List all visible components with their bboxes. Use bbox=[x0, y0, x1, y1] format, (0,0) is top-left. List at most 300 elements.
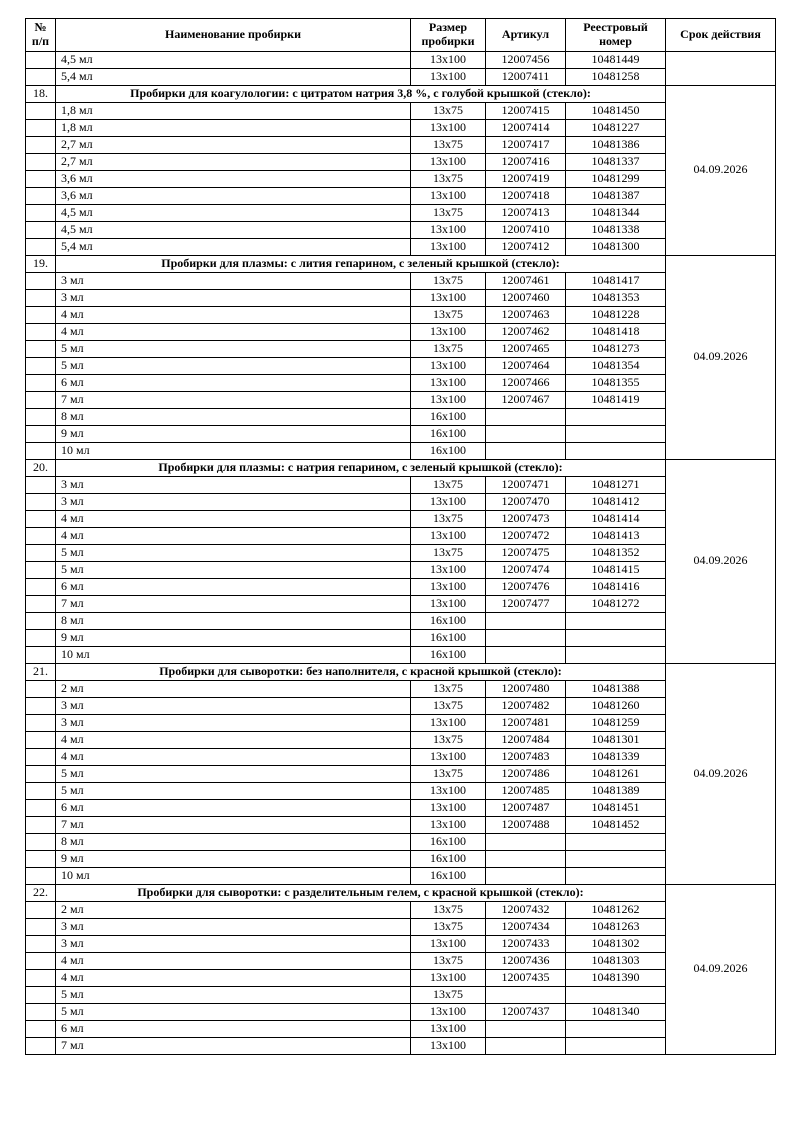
registry-cell: 10481227 bbox=[566, 119, 666, 136]
table-row bbox=[26, 51, 776, 68]
tube-name-cell: 4 мл bbox=[56, 323, 411, 340]
row-index-cell bbox=[26, 289, 56, 306]
registry-cell: 10481337 bbox=[566, 153, 666, 170]
article-cell: 12007417 bbox=[486, 136, 566, 153]
article-cell bbox=[486, 986, 566, 1003]
article-cell: 12007411 bbox=[486, 68, 566, 85]
tube-size-cell: 13x100 bbox=[411, 748, 486, 765]
tube-size-cell: 16x100 bbox=[411, 850, 486, 867]
row-index-cell bbox=[26, 646, 56, 663]
table-row bbox=[26, 629, 776, 646]
article-cell: 12007434 bbox=[486, 918, 566, 935]
article-cell: 12007467 bbox=[486, 391, 566, 408]
tube-size-cell: 13x100 bbox=[411, 1037, 486, 1054]
tube-name-cell: 7 мл bbox=[56, 595, 411, 612]
article-cell: 12007466 bbox=[486, 374, 566, 391]
tube-name-cell: 3 мл bbox=[56, 697, 411, 714]
table-row bbox=[26, 918, 776, 935]
table-row bbox=[26, 1037, 776, 1054]
article-cell bbox=[486, 408, 566, 425]
tube-name-cell: 10 мл bbox=[56, 442, 411, 459]
table-row bbox=[26, 799, 776, 816]
table-row bbox=[26, 408, 776, 425]
tube-name-cell: 5 мл bbox=[56, 765, 411, 782]
registry-cell: 10481263 bbox=[566, 918, 666, 935]
tube-name-cell: 1,8 мл bbox=[56, 119, 411, 136]
tubes-table bbox=[25, 18, 776, 1055]
article-cell bbox=[486, 425, 566, 442]
row-index-cell bbox=[26, 578, 56, 595]
tube-size-cell: 13x100 bbox=[411, 153, 486, 170]
article-cell: 12007456 bbox=[486, 51, 566, 68]
registry-cell bbox=[566, 629, 666, 646]
row-index-cell bbox=[26, 408, 56, 425]
tube-size-cell: 13x100 bbox=[411, 68, 486, 85]
row-index-cell bbox=[26, 782, 56, 799]
row-index-cell bbox=[26, 357, 56, 374]
row-index-cell bbox=[26, 1003, 56, 1020]
row-index-cell bbox=[26, 119, 56, 136]
article-cell bbox=[486, 1037, 566, 1054]
tube-name-cell: 2 мл bbox=[56, 901, 411, 918]
article-cell: 12007460 bbox=[486, 289, 566, 306]
table-row bbox=[26, 952, 776, 969]
row-index-cell bbox=[26, 136, 56, 153]
tube-name-cell: 4,5 мл bbox=[56, 204, 411, 221]
registry-cell bbox=[566, 867, 666, 884]
registry-cell bbox=[566, 850, 666, 867]
article-cell: 12007436 bbox=[486, 952, 566, 969]
tube-size-cell: 13x100 bbox=[411, 782, 486, 799]
tube-name-cell: 7 мл bbox=[56, 391, 411, 408]
section-number-cell: 22. bbox=[26, 884, 56, 901]
registry-cell: 10481419 bbox=[566, 391, 666, 408]
article-cell: 12007474 bbox=[486, 561, 566, 578]
tube-name-cell: 9 мл bbox=[56, 629, 411, 646]
row-index-cell bbox=[26, 476, 56, 493]
table-row bbox=[26, 221, 776, 238]
tube-size-cell: 13x100 bbox=[411, 935, 486, 952]
table-row bbox=[26, 969, 776, 986]
article-cell bbox=[486, 612, 566, 629]
tube-size-cell: 13x75 bbox=[411, 765, 486, 782]
registry-cell: 10481415 bbox=[566, 561, 666, 578]
registry-cell bbox=[566, 442, 666, 459]
row-index-cell bbox=[26, 68, 56, 85]
row-index-cell bbox=[26, 510, 56, 527]
table-row bbox=[26, 697, 776, 714]
tube-name-cell: 3 мл bbox=[56, 272, 411, 289]
tube-size-cell: 13x75 bbox=[411, 918, 486, 935]
row-index-cell bbox=[26, 629, 56, 646]
registry-cell: 10481259 bbox=[566, 714, 666, 731]
tube-size-cell: 13x75 bbox=[411, 340, 486, 357]
col-header-validity: Срок действия bbox=[666, 19, 776, 52]
row-index-cell bbox=[26, 986, 56, 1003]
tube-name-cell: 3 мл bbox=[56, 289, 411, 306]
table-row bbox=[26, 850, 776, 867]
tube-size-cell: 13x75 bbox=[411, 476, 486, 493]
tube-size-cell: 13x75 bbox=[411, 731, 486, 748]
tube-size-cell: 16x100 bbox=[411, 867, 486, 884]
table-row bbox=[26, 782, 776, 799]
registry-cell bbox=[566, 425, 666, 442]
tube-name-cell: 6 мл bbox=[56, 374, 411, 391]
table-row bbox=[26, 646, 776, 663]
tube-name-cell: 3,6 мл bbox=[56, 170, 411, 187]
registry-cell bbox=[566, 986, 666, 1003]
registry-cell: 10481354 bbox=[566, 357, 666, 374]
article-cell: 12007414 bbox=[486, 119, 566, 136]
tube-size-cell: 16x100 bbox=[411, 442, 486, 459]
tube-name-cell: 3 мл bbox=[56, 918, 411, 935]
table-row bbox=[26, 391, 776, 408]
tube-size-cell: 13x100 bbox=[411, 187, 486, 204]
registry-cell: 10481386 bbox=[566, 136, 666, 153]
validity-cell: 04.09.2026 bbox=[666, 255, 776, 459]
col-header-name: Наименование пробирки bbox=[56, 19, 411, 52]
registry-cell: 10481303 bbox=[566, 952, 666, 969]
section-title-cell: Пробирки для плазмы: с лития гепарином, с зеленый крышкой (стекло): bbox=[56, 255, 666, 272]
tube-size-cell: 13x100 bbox=[411, 357, 486, 374]
article-cell bbox=[486, 867, 566, 884]
registry-cell: 10481338 bbox=[566, 221, 666, 238]
row-index-cell bbox=[26, 901, 56, 918]
validity-cell: 04.09.2026 bbox=[666, 459, 776, 663]
registry-cell: 10481416 bbox=[566, 578, 666, 595]
tube-name-cell: 6 мл bbox=[56, 799, 411, 816]
table-row bbox=[26, 765, 776, 782]
table-row bbox=[26, 204, 776, 221]
registry-cell: 10481228 bbox=[566, 306, 666, 323]
table-row bbox=[26, 935, 776, 952]
article-cell bbox=[486, 629, 566, 646]
table-row bbox=[26, 527, 776, 544]
article-cell: 12007435 bbox=[486, 969, 566, 986]
row-index-cell bbox=[26, 425, 56, 442]
tube-name-cell: 2,7 мл bbox=[56, 153, 411, 170]
row-index-cell bbox=[26, 187, 56, 204]
table-row bbox=[26, 238, 776, 255]
tube-name-cell: 3 мл bbox=[56, 935, 411, 952]
tube-name-cell: 5 мл bbox=[56, 782, 411, 799]
tube-name-cell: 4 мл bbox=[56, 306, 411, 323]
tube-size-cell: 13x75 bbox=[411, 544, 486, 561]
row-index-cell bbox=[26, 935, 56, 952]
tube-name-cell: 10 мл bbox=[56, 867, 411, 884]
tube-name-cell: 6 мл bbox=[56, 1020, 411, 1037]
table-row bbox=[26, 306, 776, 323]
tube-name-cell: 2 мл bbox=[56, 680, 411, 697]
tube-name-cell: 5 мл bbox=[56, 340, 411, 357]
registry-cell: 10481271 bbox=[566, 476, 666, 493]
article-cell: 12007475 bbox=[486, 544, 566, 561]
article-cell: 12007486 bbox=[486, 765, 566, 782]
table-header-row bbox=[26, 19, 776, 52]
tube-name-cell: 3 мл bbox=[56, 493, 411, 510]
table-row bbox=[26, 476, 776, 493]
row-index-cell bbox=[26, 731, 56, 748]
row-index-cell bbox=[26, 153, 56, 170]
table-row bbox=[26, 102, 776, 119]
row-index-cell bbox=[26, 1020, 56, 1037]
article-cell: 12007473 bbox=[486, 510, 566, 527]
article-cell: 12007416 bbox=[486, 153, 566, 170]
article-cell: 12007413 bbox=[486, 204, 566, 221]
registry-cell: 10481272 bbox=[566, 595, 666, 612]
row-index-cell bbox=[26, 527, 56, 544]
registry-cell bbox=[566, 833, 666, 850]
registry-cell bbox=[566, 408, 666, 425]
row-index-cell bbox=[26, 204, 56, 221]
table-row bbox=[26, 170, 776, 187]
table-row bbox=[26, 425, 776, 442]
table-row bbox=[26, 272, 776, 289]
article-cell: 12007418 bbox=[486, 187, 566, 204]
registry-cell: 10481412 bbox=[566, 493, 666, 510]
registry-cell bbox=[566, 1037, 666, 1054]
article-cell: 12007462 bbox=[486, 323, 566, 340]
validity-cell: 04.09.2026 bbox=[666, 884, 776, 1054]
tube-size-cell: 13x100 bbox=[411, 289, 486, 306]
section-title-cell: Пробирки для сыворотки: с разделительным гелем, с красной крышкой (стекло): bbox=[56, 884, 666, 901]
table-row bbox=[26, 748, 776, 765]
table-row bbox=[26, 833, 776, 850]
tube-size-cell: 13x100 bbox=[411, 527, 486, 544]
table-row bbox=[26, 119, 776, 136]
tube-size-cell: 16x100 bbox=[411, 612, 486, 629]
table-row bbox=[26, 544, 776, 561]
article-cell: 12007415 bbox=[486, 102, 566, 119]
tube-size-cell: 16x100 bbox=[411, 408, 486, 425]
row-index-cell bbox=[26, 850, 56, 867]
table-row bbox=[26, 595, 776, 612]
registry-cell: 10481387 bbox=[566, 187, 666, 204]
section-header-row bbox=[26, 884, 776, 901]
section-number-cell: 21. bbox=[26, 663, 56, 680]
registry-cell: 10481299 bbox=[566, 170, 666, 187]
article-cell: 12007485 bbox=[486, 782, 566, 799]
registry-cell bbox=[566, 612, 666, 629]
tube-size-cell: 13x75 bbox=[411, 901, 486, 918]
tube-size-cell: 13x100 bbox=[411, 51, 486, 68]
table-row bbox=[26, 340, 776, 357]
table-body bbox=[26, 51, 776, 1054]
article-cell: 12007463 bbox=[486, 306, 566, 323]
article-cell: 12007461 bbox=[486, 272, 566, 289]
registry-cell: 10481301 bbox=[566, 731, 666, 748]
article-cell: 12007412 bbox=[486, 238, 566, 255]
table-row bbox=[26, 289, 776, 306]
registry-cell: 10481450 bbox=[566, 102, 666, 119]
registry-cell: 10481260 bbox=[566, 697, 666, 714]
table-row bbox=[26, 374, 776, 391]
col-header-size: Размер пробирки bbox=[411, 19, 486, 52]
article-cell: 12007464 bbox=[486, 357, 566, 374]
article-cell: 12007484 bbox=[486, 731, 566, 748]
validity-cell bbox=[666, 51, 776, 85]
tube-name-cell: 6 мл bbox=[56, 578, 411, 595]
registry-cell: 10481340 bbox=[566, 1003, 666, 1020]
section-title-cell: Пробирки для сыворотки: без наполнителя, с красной крышкой (стекло): bbox=[56, 663, 666, 680]
registry-cell: 10481302 bbox=[566, 935, 666, 952]
tube-name-cell: 5 мл bbox=[56, 986, 411, 1003]
tube-size-cell: 13x75 bbox=[411, 170, 486, 187]
tube-name-cell: 4 мл bbox=[56, 748, 411, 765]
table-row bbox=[26, 561, 776, 578]
tube-name-cell: 9 мл bbox=[56, 850, 411, 867]
registry-cell: 10481451 bbox=[566, 799, 666, 816]
article-cell bbox=[486, 646, 566, 663]
row-index-cell bbox=[26, 680, 56, 697]
article-cell: 12007465 bbox=[486, 340, 566, 357]
section-header-row bbox=[26, 663, 776, 680]
article-cell bbox=[486, 833, 566, 850]
row-index-cell bbox=[26, 544, 56, 561]
section-header-row bbox=[26, 85, 776, 102]
tube-size-cell: 13x100 bbox=[411, 561, 486, 578]
row-index-cell bbox=[26, 238, 56, 255]
tube-name-cell: 8 мл bbox=[56, 833, 411, 850]
tube-name-cell: 4 мл bbox=[56, 510, 411, 527]
registry-cell: 10481300 bbox=[566, 238, 666, 255]
tube-name-cell: 4,5 мл bbox=[56, 221, 411, 238]
row-index-cell bbox=[26, 697, 56, 714]
tube-name-cell: 4 мл bbox=[56, 969, 411, 986]
tube-size-cell: 16x100 bbox=[411, 425, 486, 442]
row-index-cell bbox=[26, 1037, 56, 1054]
section-header-row bbox=[26, 255, 776, 272]
tube-name-cell: 10 мл bbox=[56, 646, 411, 663]
tube-name-cell: 9 мл bbox=[56, 425, 411, 442]
tube-name-cell: 2,7 мл bbox=[56, 136, 411, 153]
table-row bbox=[26, 357, 776, 374]
row-index-cell bbox=[26, 833, 56, 850]
row-index-cell bbox=[26, 391, 56, 408]
registry-cell: 10481258 bbox=[566, 68, 666, 85]
tube-size-cell: 13x100 bbox=[411, 221, 486, 238]
row-index-cell bbox=[26, 969, 56, 986]
article-cell bbox=[486, 442, 566, 459]
registry-cell: 10481449 bbox=[566, 51, 666, 68]
table-row bbox=[26, 816, 776, 833]
registry-cell: 10481390 bbox=[566, 969, 666, 986]
row-index-cell bbox=[26, 952, 56, 969]
tube-name-cell: 4 мл bbox=[56, 952, 411, 969]
tube-size-cell: 13x100 bbox=[411, 374, 486, 391]
tube-name-cell: 5 мл bbox=[56, 561, 411, 578]
row-index-cell bbox=[26, 612, 56, 629]
registry-cell: 10481273 bbox=[566, 340, 666, 357]
section-title-cell: Пробирки для плазмы: с натрия гепарином, с зеленый крышкой (стекло): bbox=[56, 459, 666, 476]
table-row bbox=[26, 153, 776, 170]
tube-size-cell: 13x75 bbox=[411, 306, 486, 323]
tube-name-cell: 5 мл bbox=[56, 544, 411, 561]
tube-name-cell: 5 мл bbox=[56, 1003, 411, 1020]
tube-name-cell: 8 мл bbox=[56, 408, 411, 425]
tube-size-cell: 13x100 bbox=[411, 714, 486, 731]
table-row bbox=[26, 714, 776, 731]
tube-size-cell: 13x75 bbox=[411, 102, 486, 119]
tube-name-cell: 3,6 мл bbox=[56, 187, 411, 204]
tube-name-cell: 5,4 мл bbox=[56, 68, 411, 85]
row-index-cell bbox=[26, 816, 56, 833]
article-cell: 12007488 bbox=[486, 816, 566, 833]
registry-cell: 10481388 bbox=[566, 680, 666, 697]
row-index-cell bbox=[26, 323, 56, 340]
tube-size-cell: 13x75 bbox=[411, 510, 486, 527]
registry-cell: 10481418 bbox=[566, 323, 666, 340]
article-cell: 12007470 bbox=[486, 493, 566, 510]
section-number-cell: 20. bbox=[26, 459, 56, 476]
row-index-cell bbox=[26, 374, 56, 391]
registry-cell: 10481344 bbox=[566, 204, 666, 221]
table-row bbox=[26, 493, 776, 510]
article-cell: 12007487 bbox=[486, 799, 566, 816]
table-row bbox=[26, 1003, 776, 1020]
table-row bbox=[26, 578, 776, 595]
table-row bbox=[26, 867, 776, 884]
registry-cell: 10481413 bbox=[566, 527, 666, 544]
tube-size-cell: 13x100 bbox=[411, 238, 486, 255]
tube-name-cell: 7 мл bbox=[56, 1037, 411, 1054]
row-index-cell bbox=[26, 918, 56, 935]
tube-size-cell: 13x100 bbox=[411, 816, 486, 833]
tube-size-cell: 13x100 bbox=[411, 1020, 486, 1037]
article-cell: 12007471 bbox=[486, 476, 566, 493]
registry-cell: 10481355 bbox=[566, 374, 666, 391]
row-index-cell bbox=[26, 170, 56, 187]
article-cell bbox=[486, 850, 566, 867]
row-index-cell bbox=[26, 765, 56, 782]
article-cell: 12007419 bbox=[486, 170, 566, 187]
row-index-cell bbox=[26, 102, 56, 119]
validity-cell: 04.09.2026 bbox=[666, 85, 776, 255]
col-header-index: № п/п bbox=[26, 19, 56, 52]
tube-size-cell: 13x75 bbox=[411, 136, 486, 153]
row-index-cell bbox=[26, 799, 56, 816]
registry-cell: 10481353 bbox=[566, 289, 666, 306]
col-header-article: Артикул bbox=[486, 19, 566, 52]
row-index-cell bbox=[26, 493, 56, 510]
section-title-cell: Пробирки для коагулологии: с цитратом натрия 3,8 %, с голубой крышкой (стекло): bbox=[56, 85, 666, 102]
table-row bbox=[26, 612, 776, 629]
registry-cell: 10481261 bbox=[566, 765, 666, 782]
row-index-cell bbox=[26, 561, 56, 578]
section-header-row bbox=[26, 459, 776, 476]
row-index-cell bbox=[26, 442, 56, 459]
tube-size-cell: 13x100 bbox=[411, 595, 486, 612]
tube-size-cell: 13x75 bbox=[411, 680, 486, 697]
tube-name-cell: 4 мл bbox=[56, 527, 411, 544]
section-number-cell: 19. bbox=[26, 255, 56, 272]
tube-size-cell: 16x100 bbox=[411, 646, 486, 663]
row-index-cell bbox=[26, 714, 56, 731]
tube-name-cell: 3 мл bbox=[56, 476, 411, 493]
article-cell: 12007483 bbox=[486, 748, 566, 765]
table-row bbox=[26, 187, 776, 204]
tube-size-cell: 13x100 bbox=[411, 578, 486, 595]
tube-size-cell: 13x100 bbox=[411, 969, 486, 986]
registry-cell bbox=[566, 1020, 666, 1037]
tube-size-cell: 16x100 bbox=[411, 833, 486, 850]
article-cell: 12007477 bbox=[486, 595, 566, 612]
registry-cell: 10481414 bbox=[566, 510, 666, 527]
registry-cell: 10481452 bbox=[566, 816, 666, 833]
tube-name-cell: 1,8 мл bbox=[56, 102, 411, 119]
table-row bbox=[26, 68, 776, 85]
row-index-cell bbox=[26, 867, 56, 884]
